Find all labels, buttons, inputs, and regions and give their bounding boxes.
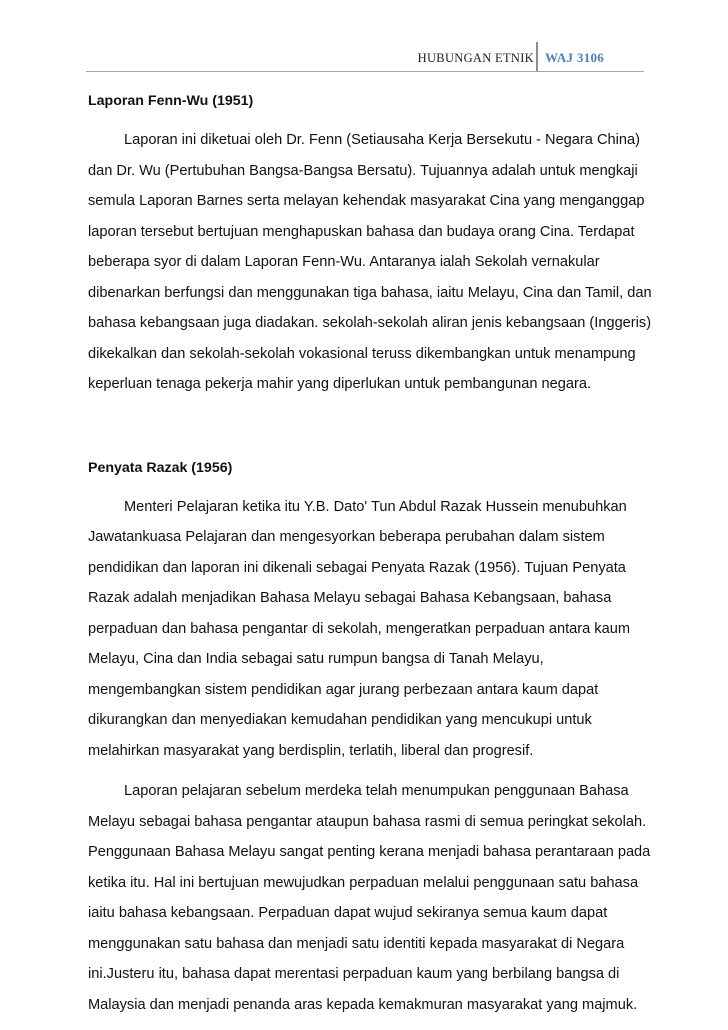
paragraph-line: semula Laporan Barnes serta melayan kehendak masyarakat Cina yang menganggap [88,193,645,209]
paragraph-line: perpaduan dan bahasa pengantar di sekolah, mengeratkan perpaduan antara kaum [88,620,630,637]
page-header [0,38,728,74]
header-course-code: WAJ 3106 [545,50,605,65]
paragraph-bahasa-melayu [88,776,660,1020]
paragraph-line: beberapa syor di dalam Laporan Fenn-Wu. Antaranya ialah Sekolah vernakular [88,254,600,270]
header-course-name: HUBUNGAN ETNIK [417,51,534,65]
paragraph-line: Malaysia dan menjadi penanda aras kepada kemakmuran masyarakat yang majmuk. [88,996,638,1013]
paragraph-line: bahasa kebangsaan juga diadakan. sekolah-sekolah aliran jenis kebangsaan (Inggeris) [88,315,652,331]
paragraph-line: dan Dr. Wu (Pertubuhan Bangsa-Bangsa Bersatu). Tujuannya adalah untuk mengkaji [88,162,638,179]
paragraph-line: dikekalkan dan sekolah-sekolah vokasional teruss dikembangkan untuk menampung [88,345,636,362]
paragraph-line: dibenarkan berfungsi dan menggunakan tiga bahasa, iaitu Melayu, Cina dan Tamil, dan [88,284,652,301]
paragraph-line: laporan tersebut bertujuan menghapuskan bahasa dan budaya orang Cina. Terdapat [88,223,635,240]
paragraph-line: melahirkan masyarakat yang berdisplin, terlatih, liberal dan progresif. [88,742,534,759]
paragraph-line: keperluan tenaga pekerja mahir yang diperlukan untuk pembangunan negara. [88,376,592,392]
paragraph-line: pendidikan dan laporan ini dikenali sebagai Penyata Razak (1956). Tujuan Penyata [88,559,626,576]
paragraph-line: Menteri Pelajaran ketika itu Y.B. Dato' Tun Abdul Razak Hussein menubuhkan [124,498,627,515]
section-title-fenn-wu: Laporan Fenn-Wu (1951) [88,93,254,109]
paragraph-line: Melayu, Cina dan India sebagai satu rumpun bangsa di Tanah Melayu, [88,651,544,667]
section-title-penyata-razak: Penyata Razak (1956) [88,459,233,476]
paragraph-line: Penggunaan Bahasa Melayu sangat penting kerana menjadi bahasa perantaraan pada [88,844,651,860]
paragraph-line: Melayu sebagai bahasa pengantar ataupun bahasa rasmi di semua peringkat sekolah. [88,813,647,830]
paragraph-line: ketika itu. Hal ini bertujuan mewujudkan perpaduan melalui penggunaan satu bahasa [88,874,639,891]
document-body [88,86,660,1020]
paragraph-line: Laporan pelajaran sebelum merdeka telah menumpukan penggunaan Bahasa [124,783,629,799]
header-rule [86,71,644,72]
header-divider [536,42,538,72]
paragraph-line: Razak adalah menjadikan Bahasa Melayu sebagai Bahasa Kebangsaan, bahasa [88,590,612,606]
paragraph-line: mengembangkan sistem pendidikan agar jurang perbezaan antara kaum dapat [88,681,599,698]
paragraph-line: dikurangkan dan menyediakan kemudahan pendidikan yang mencukupi untuk [88,712,592,728]
paragraph-line: iaitu bahasa kebangsaan. Perpaduan dapat wujud sekiranya semua kaum dapat [88,905,608,921]
paragraph-penyata-razak [88,492,660,767]
paragraph-line: Laporan ini diketuai oleh Dr. Fenn (Setiausaha Kerja Bersekutu - Negara China) [124,132,640,148]
paragraph-line: ini.Justeru itu, bahasa dapat merentasi perpaduan kaum yang berbilang bangsa di [88,966,620,982]
paragraph-line: menggunakan satu bahasa dan menjadi satu identiti kepada masyarakat di Negara [88,935,625,952]
paragraph-line: Jawatankuasa Pelajaran dan mengesyorkan beberapa perubahan dalam sistem [88,529,605,545]
paragraph-fenn-wu [88,125,660,400]
